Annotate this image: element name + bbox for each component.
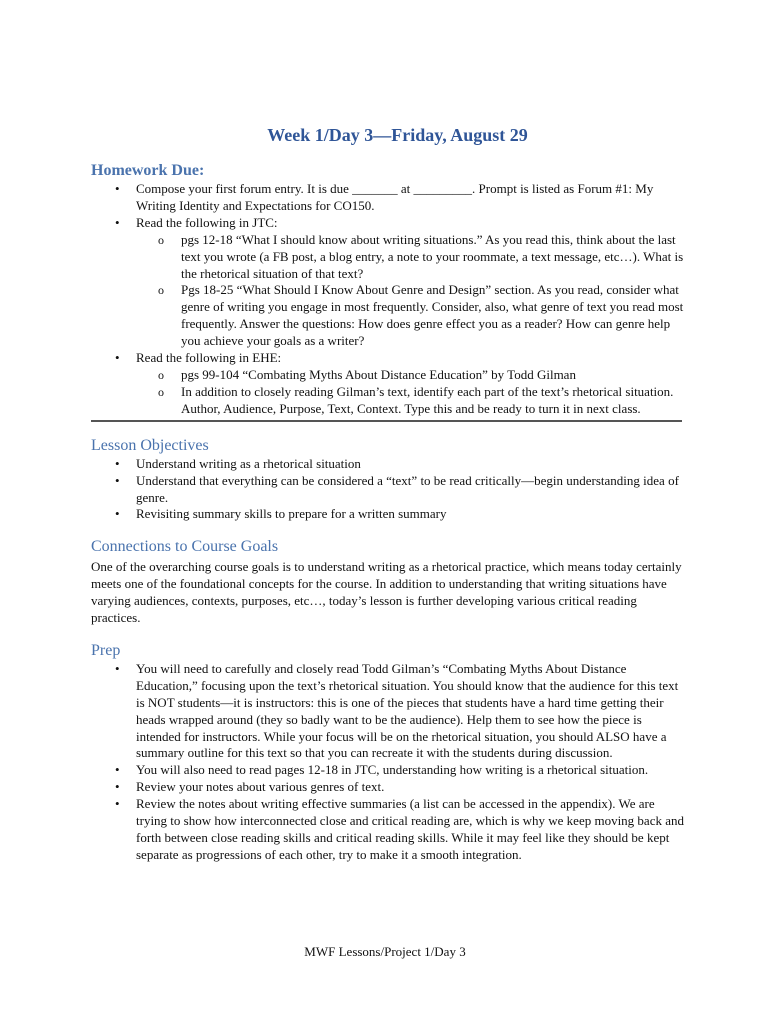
sub-list-item: o Pgs 18-25 “What Should I Know About Genre and Design” section. As you read, consider what genre of writing you engage in most frequently. Consider, also, what genre of text you read most frequently. Answer the questions: How does genre effect you as a reader? How can genre help you achieve your goals as a writer? [91, 282, 686, 350]
list-item: • Understand writing as a rhetorical situation [91, 456, 686, 473]
list-item: • Review your notes about various genres of text. [91, 779, 686, 796]
list-item: • Review the notes about writing effective summaries (a list can be accessed in the appendix). We are trying to show how interconnected close and critical reading are, which is why we keep moving back and forth between close reading skills and critical reading skills. While it may feel like they should be kept separate as progressions of each other, try to make it a smooth integration. [91, 796, 686, 864]
homework-list [91, 181, 686, 232]
page-content [91, 124, 686, 864]
section-divider [91, 420, 682, 422]
prep-heading: Prep [91, 641, 121, 659]
list-item: • Compose your first forum entry. It is due _______ at _________. Prompt is listed as Forum #1: My Writing Identity and Expectations for CO150. [91, 181, 686, 215]
page-title: Week 1/Day 3—Friday, August 29 [267, 125, 528, 145]
list-item-text: Read the following in JTC: [136, 214, 278, 230]
homework-list-2 [91, 350, 686, 367]
list-item: • Understand that everything can be considered a “text” to be read critically—begin understanding idea of genre. [91, 473, 686, 507]
sub-list-item: o pgs 12-18 “What I should know about writing situations.” As you read this, think about the last text you wrote (a FB post, a blog entry, a note to your roommate, a text message, etc…). What is the rhetorical situation of that text? [91, 232, 686, 283]
list-item: • Revisiting summary skills to prepare for a written summary [91, 506, 686, 523]
page-footer: MWF Lessons/Project 1/Day 3 [304, 944, 466, 959]
objectives-heading: Lesson Objectives [91, 436, 209, 454]
prep-list [91, 661, 686, 864]
list-item: • You will also need to read pages 12-18 in JTC, understanding how writing is a rhetorical situation. [91, 762, 686, 779]
connections-heading: Connections to Course Goals [91, 538, 279, 556]
sub-list-item: o pgs 99-104 “Combating Myths About Distance Education” by Todd Gilman [91, 367, 686, 384]
list-item: • You will need to carefully and closely read Todd Gilman’s “Combating Myths About Distance Education,” focusing upon the text’s rhetorical situation. You should know that the audience for this text is NOT students—it is instructors: this is one of the pieces that students have a hard time getting their heads wrapped around (they so badly want to be the audience). Help them to see how the piece is intended for instructors. While your focus will be on the rhetorical situation, you should ALSO have a summary outline for this text so that you can recreate it with the students during discussion. [91, 661, 686, 762]
list-item [91, 215, 686, 232]
jtc-sublist [91, 232, 686, 350]
objectives-list [91, 456, 686, 524]
connections-paragraph: One of the overarching course goals is to understand writing as a rhetorical practice, which means today certainly meets one of the foundational concepts for the course. In addition to understanding that writing situations have varying audiences, contexts, purposes, etc…, today’s lesson is further developing various critical reading practices. [91, 559, 682, 626]
homework-heading: Homework Due: [91, 162, 205, 179]
list-item: • Read the following in EHE: [91, 350, 686, 367]
sub-list-item: o In addition to closely reading Gilman’s text, identify each part of the text’s rhetorical situation. Author, Audience, Purpose, Text, Context. Type this and be ready to turn it in next class. [91, 384, 686, 418]
ehe-sublist [91, 367, 686, 418]
